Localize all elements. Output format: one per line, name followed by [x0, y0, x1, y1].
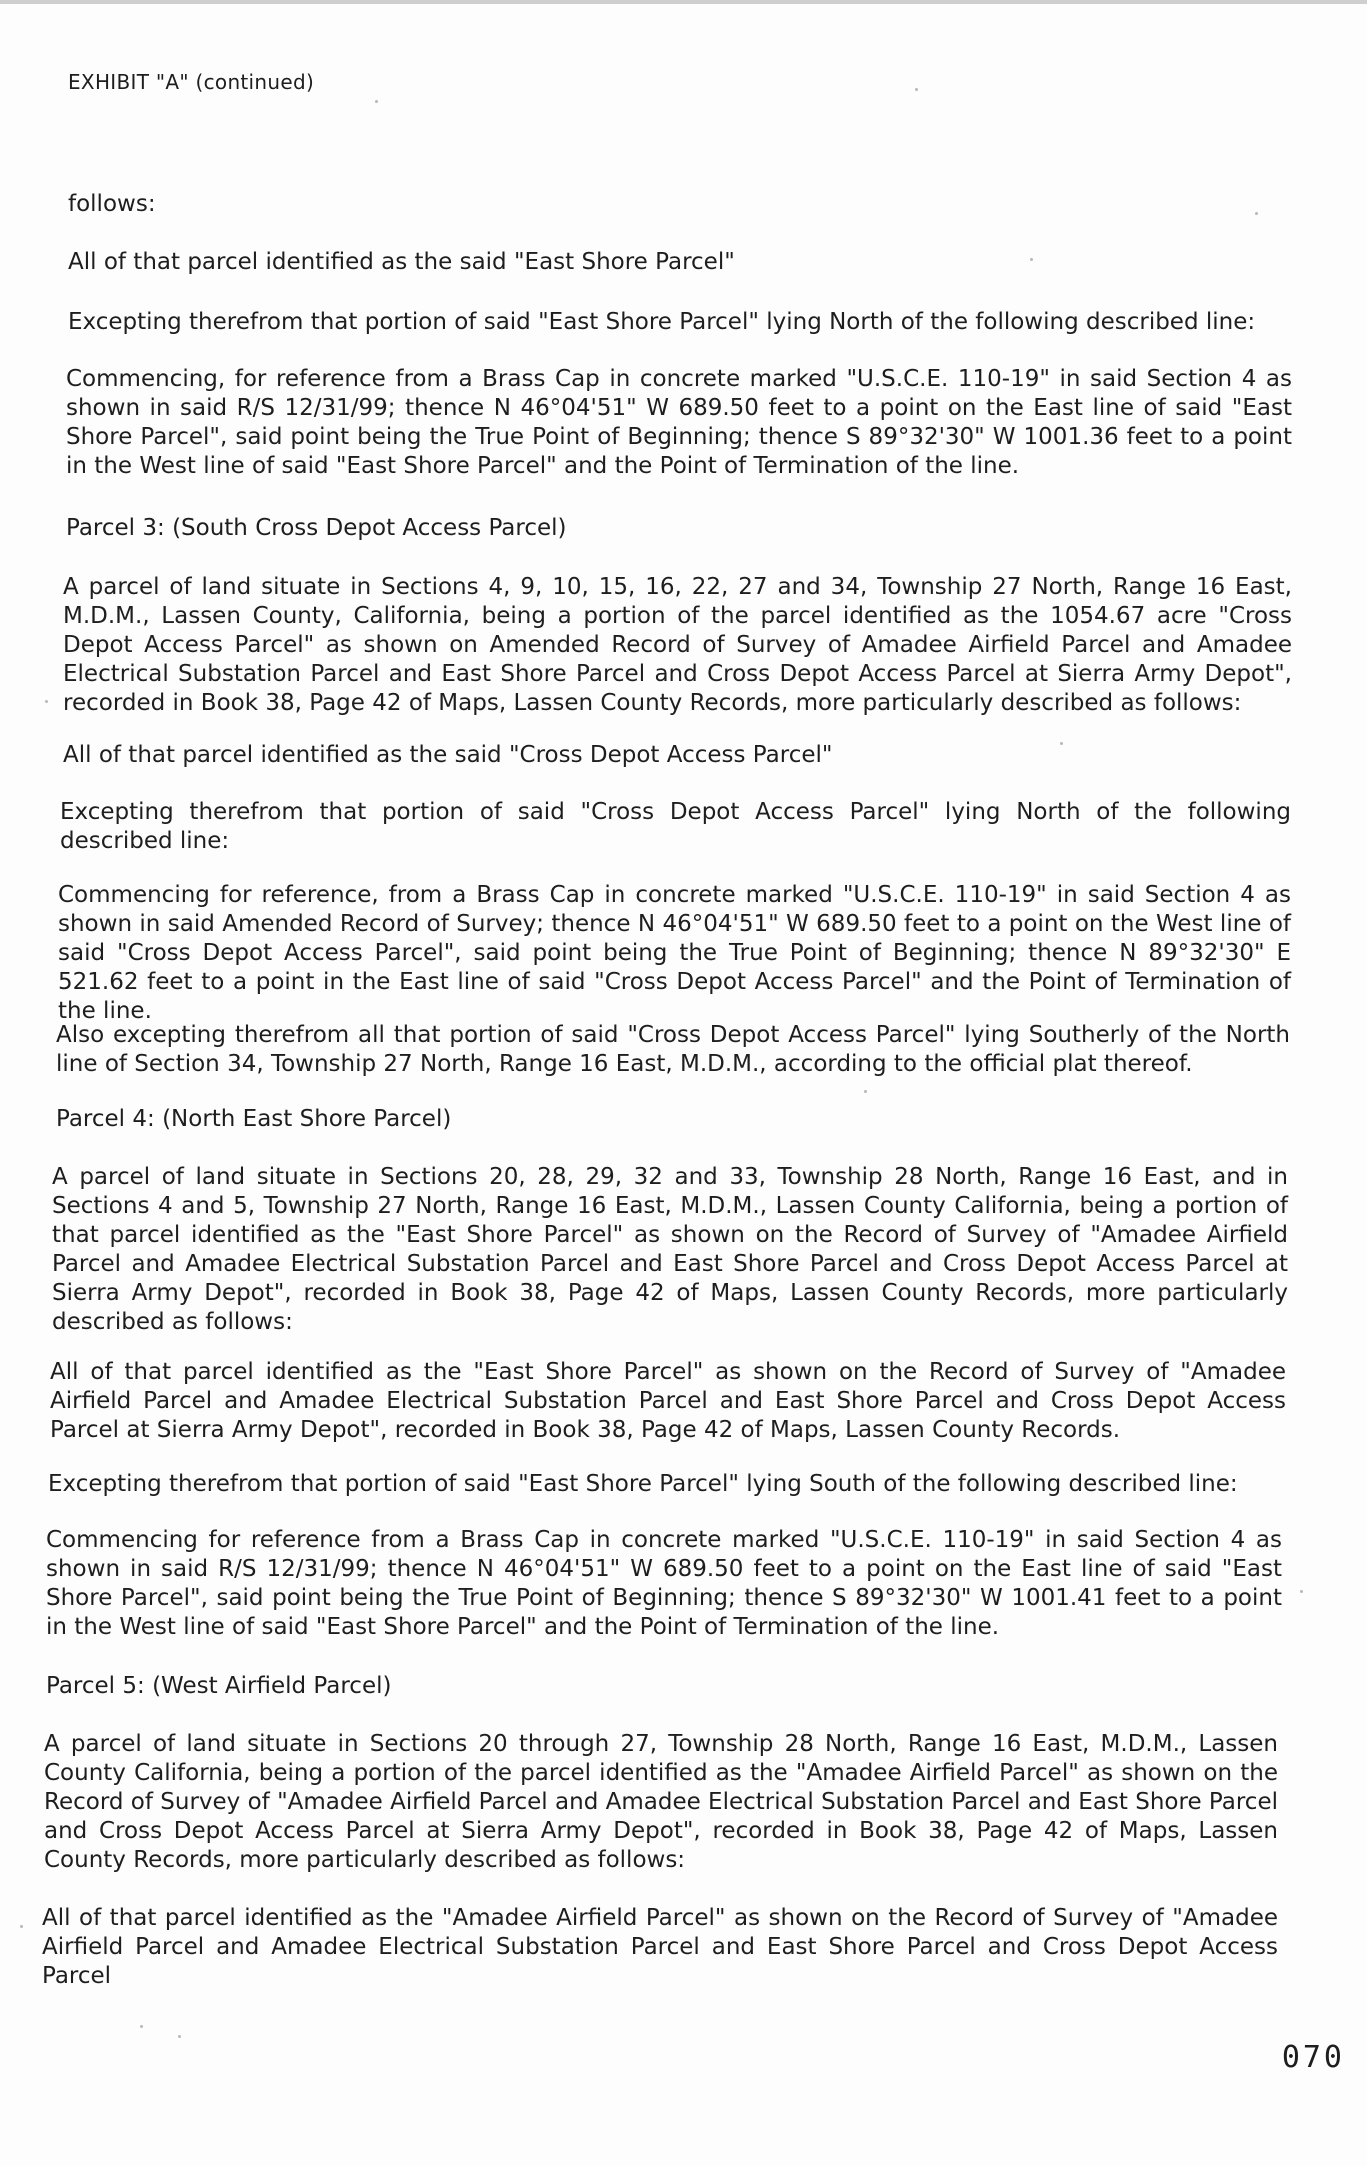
paragraph-east-shore-excepting: Excepting therefrom that portion of said "East Shore Parcel" lying North of the following described line: [68, 309, 1256, 335]
parcel-3-heading: Parcel 3: (South Cross Depot Access Parcel) [66, 515, 567, 541]
paragraph-cross-depot-also-excepting: Also excepting therefrom all that portion of said "Cross Depot Access Parcel" lying Southerly of the North line of Section 34, Township 27 North, Range 16 East, M.D.M., according to the official plat thereof. [56, 1022, 1290, 1077]
scan-speck [915, 88, 918, 91]
scan-speck [1030, 258, 1033, 261]
scan-speck [45, 700, 48, 703]
scan-speck [1255, 212, 1258, 215]
paragraph-east-shore-record: All of that parcel identified as the "East Shore Parcel" as shown on the Record of Survey of "Amadee Airfield Parcel and Amadee Electrical Substation Parcel and East Shore Parcel and Cross Depot Access Parcel at Sierra Army Depot", recorded in Book 38, Page 42 of Maps, Lassen County Records. [50, 1359, 1286, 1443]
scan-speck [1300, 1590, 1303, 1593]
paragraph-parcel-5-description: A parcel of land situate in Sections 20 through 27, Township 28 North, Range 16 East, M.D.M., Lassen County California, being a portion of the parcel identified as the "Amadee Airfield Parcel" as shown on the Record of Survey of "Amadee Airfield Parcel and Amadee Electrical Substation Parcel and East Shore Parcel and Cross Depot Access Parcel at Sierra Army Depot", recorded in Book 38, Page 42 of Maps, Lassen County Records, more particularly described as follows: [44, 1731, 1278, 1873]
scan-speck [140, 2025, 143, 2028]
paragraph-airfield-all: All of that parcel identified as the "Amadee Airfield Parcel" as shown on the Record of Survey of "Amadee Airfield Parcel and Amadee Electrical Substation Parcel and East Shore Parcel and Cross Depot Access Parcel [42, 1905, 1278, 1989]
scan-speck [20, 1925, 23, 1928]
parcel-4-heading: Parcel 4: (North East Shore Parcel) [56, 1106, 452, 1132]
page-number: 070 [1281, 2040, 1345, 2075]
scan-speck [864, 1090, 867, 1093]
paragraph-cross-depot-all: All of that parcel identified as the said "Cross Depot Access Parcel" [63, 742, 833, 768]
scan-speck [178, 2035, 181, 2038]
scan-edge-line [0, 0, 1367, 4]
paragraph-parcel-4-description: A parcel of land situate in Sections 20, 28, 29, 32 and 33, Township 28 North, Range 16 East, and in Sections 4 and 5, Township 27 North, Range 16 East, M.D.M., Lassen County California, being a portion of that parcel identified as the "East Shore Parcel" as shown on the Record of Survey of "Amadee Airfield Parcel and Amadee Electrical Substation Parcel and East Shore Parcel and Cross Depot Access Parcel at Sierra Army Depot", recorded in Book 38, Page 42 of Maps, Lassen County Records, more particularly described as follows: [52, 1164, 1288, 1335]
paragraph-east-shore-all: All of that parcel identified as the said "East Shore Parcel" [68, 249, 735, 275]
scan-speck [375, 100, 378, 103]
paragraph-east-shore-commencing: Commencing, for reference from a Brass Cap in concrete marked "U.S.C.E. 110-19" in said Section 4 as shown in said R/S 12/31/99; thence N 46°04'51" W 689.50 feet to a point on the East line of said "East Shore Parcel", said point being the True Point of Beginning; thence S 89°32'30" W 1001.36 feet to a point in the West line of said "East Shore Parcel" and the Point of Termination of the line. [66, 366, 1292, 479]
paragraph-cross-depot-commencing: Commencing for reference, from a Brass Cap in concrete marked "U.S.C.E. 110-19" in said Section 4 as shown in said Amended Record of Survey; thence N 46°04'51" W 689.50 feet to a point on the West line of said "Cross Depot Access Parcel", said point being the True Point of Beginning; thence N 89°32'30" E 521.62 feet to a point in the East line of said "Cross Depot Access Parcel" and the Point of Termination of the line. [58, 882, 1291, 1024]
scan-speck [1060, 742, 1063, 745]
exhibit-header: EXHIBIT "A" (continued) [68, 70, 315, 94]
parcel-5-heading: Parcel 5: (West Airfield Parcel) [46, 1673, 392, 1699]
paragraph-east-shore-south-commencing: Commencing for reference from a Brass Cap in concrete marked "U.S.C.E. 110-19" in said Section 4 as shown in said R/S 12/31/99; thence N 46°04'51" W 689.50 feet to a point on the East line of said "East Shore Parcel", said point being the True Point of Beginning; thence S 89°32'30" W 1001.41 feet to a point in the West line of said "East Shore Parcel" and the Point of Termination of the line. [46, 1527, 1282, 1640]
paragraph-follows: follows: [68, 191, 156, 217]
paragraph-parcel-3-description: A parcel of land situate in Sections 4, 9, 10, 15, 16, 22, 27 and 34, Township 27 North, Range 16 East, M.D.M., Lassen County, California, being a portion of the parcel identified as the 1054.67 acre "Cross Depot Access Parcel" as shown on Amended Record of Survey of Amadee Airfield Parcel and Amadee Electrical Substation Parcel and East Shore Parcel and Cross Depot Access Parcel at Sierra Army Depot", recorded in Book 38, Page 42 of Maps, Lassen County Records, more particularly described as follows: [63, 574, 1292, 716]
paragraph-east-shore-south-excepting: Excepting therefrom that portion of said "East Shore Parcel" lying South of the following described line: [48, 1471, 1238, 1497]
paragraph-cross-depot-excepting: Excepting therefrom that portion of said "Cross Depot Access Parcel" lying North of the following described line: [60, 799, 1291, 854]
